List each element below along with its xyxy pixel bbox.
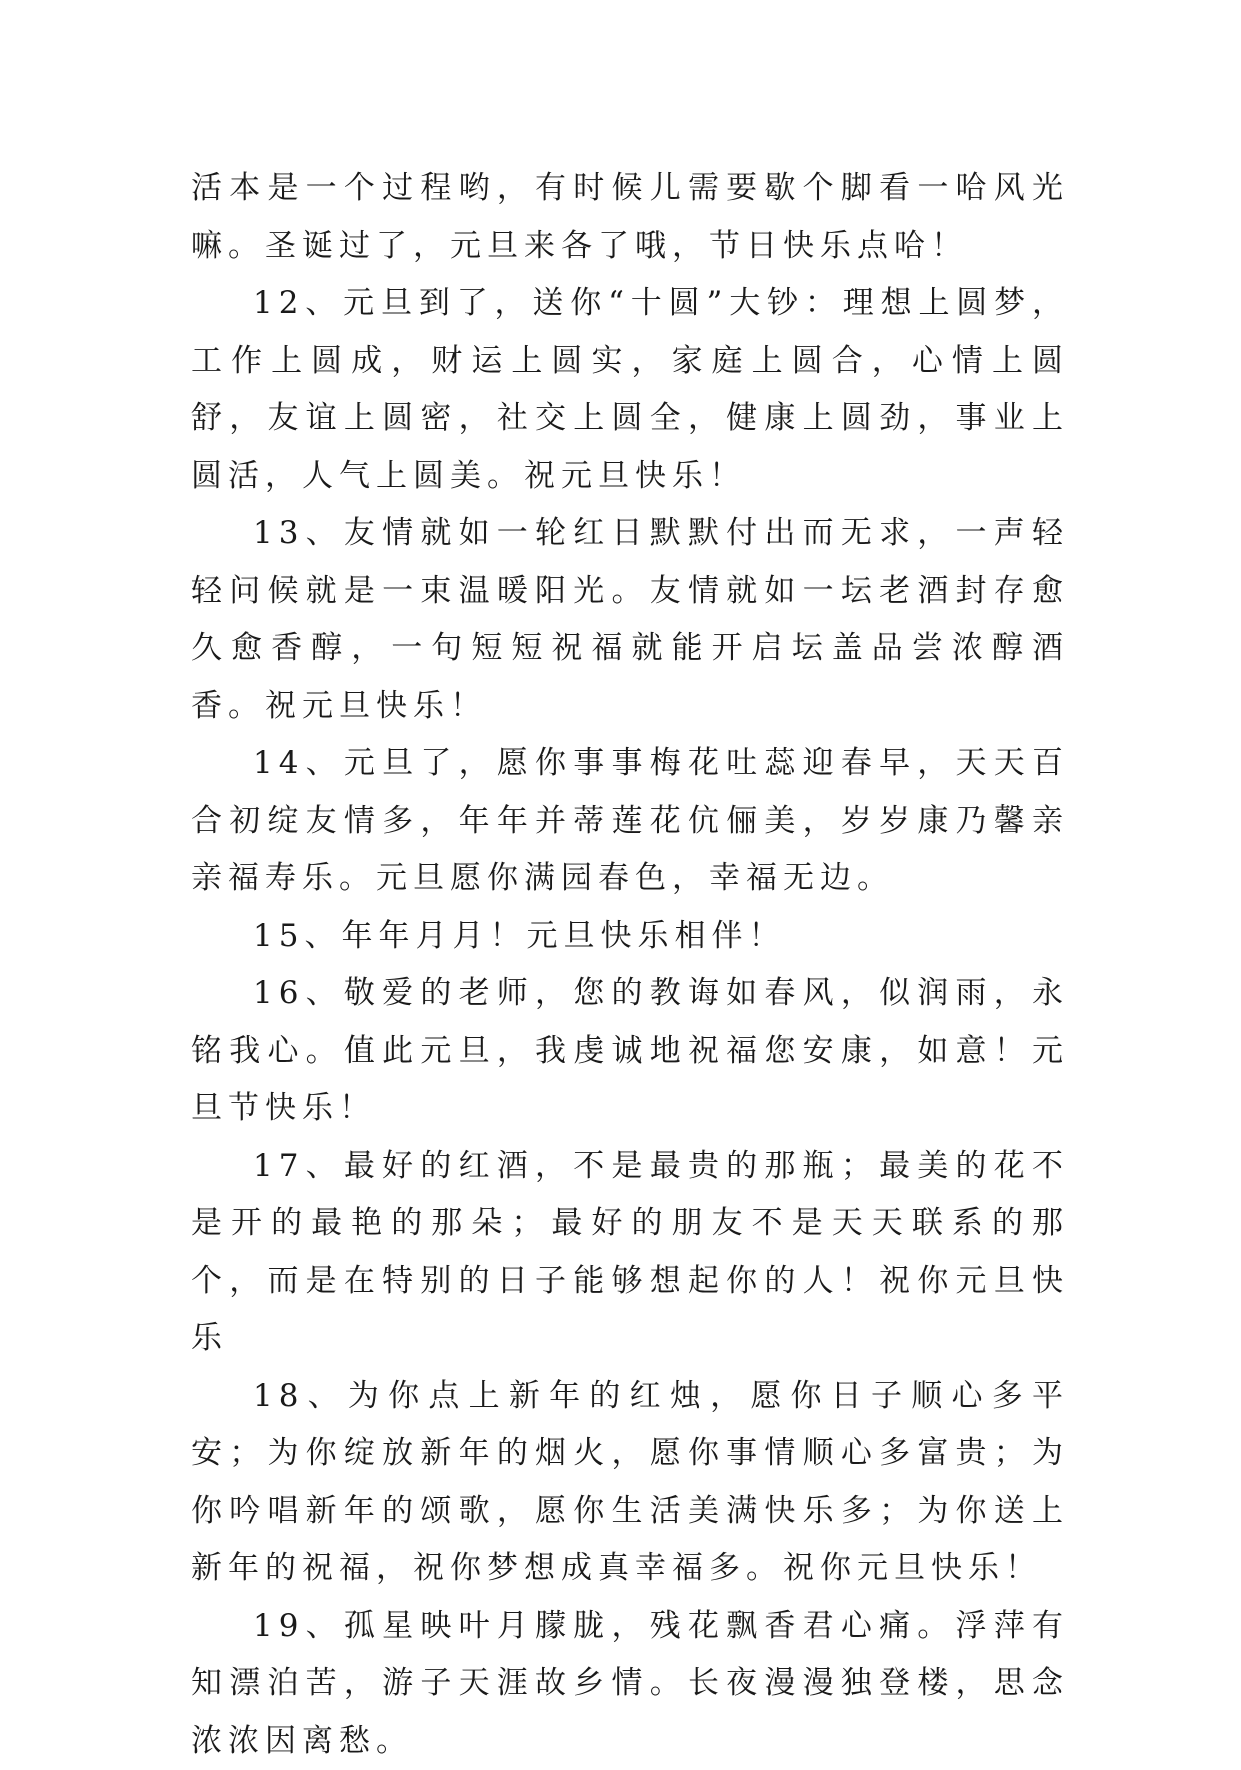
paragraph-item-14: 14、元旦了，愿你事事梅花吐蕊迎春早，天天百合初绽友情多，年年并蒂莲花伉俪美，岁岁康乃馨亲亲福寿乐。元旦愿你满园春色，幸福无边。	[191, 735, 1069, 908]
paragraph-item-17: 17、最好的红酒，不是最贵的那瓶；最美的花不是开的最艳的那朵；最好的朋友不是天天联系的那个，而是在特别的日子能够想起你的人！祝你元旦快乐	[191, 1138, 1069, 1368]
paragraph-item-19: 19、孤星映叶月朦胧，残花飘香君心痛。浮萍有知漂泊苦，游子天涯故乡情。长夜漫漫独登楼，思念浓浓因离愁。	[191, 1598, 1069, 1770]
paragraph-item-13: 13、友情就如一轮红日默默付出而无求，一声轻轻问候就是一束温暖阳光。友情就如一坛老酒封存愈久愈香醇，一句短短祝福就能开启坛盖品尝浓醇酒香。祝元旦快乐！	[191, 505, 1069, 735]
paragraph-item-12: 12、元旦到了，送你“十圆”大钞：理想上圆梦，工作上圆成，财运上圆实，家庭上圆合，心情上圆舒，友谊上圆密，社交上圆全，健康上圆劲，事业上圆活，人气上圆美。祝元旦快乐！	[191, 275, 1069, 505]
document-body	[191, 160, 1069, 1770]
paragraph-item-15: 15、年年月月！元旦快乐相伴！	[191, 908, 1069, 966]
paragraph-item-16: 16、敬爱的老师，您的教诲如春风，似润雨，永铭我心。值此元旦，我虔诚地祝福您安康，如意！元旦节快乐！	[191, 965, 1069, 1138]
paragraph-item-18: 18、为你点上新年的红烛，愿你日子顺心多平安；为你绽放新年的烟火，愿你事情顺心多富贵；为你吟唱新年的颂歌，愿你生活美满快乐多；为你送上新年的祝福，祝你梦想成真幸福多。祝你元旦快乐！	[191, 1368, 1069, 1598]
paragraph-continuation: 活本是一个过程哟，有时候儿需要歇个脚看一哈风光嘛。圣诞过了，元旦来各了哦，节日快乐点哈！	[191, 160, 1069, 275]
